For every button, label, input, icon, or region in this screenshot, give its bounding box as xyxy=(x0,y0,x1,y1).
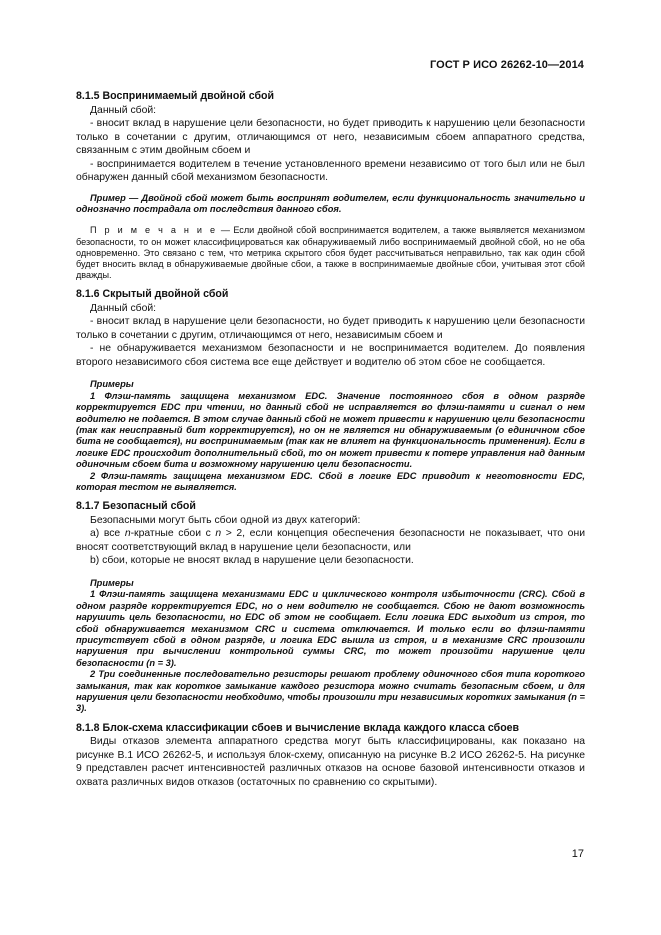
section-paragraph: Виды отказов элемента аппаратного средства могут быть классифицированы, как показано на рисунке В.1 ИСО 26262-5, и используя блок-схему, описанную на рисунке В.2 ИСО 26262-5. На рисунке 9 представлен расчет интенсивностей различных отказов на основе базовой интенсивности отказов и охвата различных видов отказов (остаточных по сравнению со скрытыми). xyxy=(76,736,585,788)
note-paragraph xyxy=(76,225,585,281)
example-item: 1 Флэш-память защищена механизмами EDC и циклического контроля избыточности (CRC). Сбой в одном разряде корректируется EDC, но о нем водителю не сообщается. Сбою не дают возможность нарушить цель безопасности, но EDC об этом не сообщает. Если логика EDC выходит из строя, то сбой обнаруживается механизмом CRC и система отключается. И только если во флэш-памяти присутствует сбой в одном разряде, и логика EDC вышла из строя, и в механизме CRC произошли нарушения при вычислении контрольной суммы CRC, то может произойти нарушение цели безопасности (n = 3). xyxy=(76,589,585,668)
standard-header: ГОСТ Р ИСО 26262-10—2014 xyxy=(429,59,584,71)
example-item: 2 Три соединенные последовательно резисторы решают проблему одиночного сбоя типа короткого замыкания, так как короткое замыкание каждого резистора можно считать безопасным сбоем, и для нарушения цели безопасности необходимо, чтобы произошли три независимых коротких замыкания (n = 3). xyxy=(76,669,585,714)
example-text: Пример — Двойной сбой может быть воспринят водителем, если функциональность значительно и однозначно пострадала от последствия данного сбоя. xyxy=(76,192,585,214)
list-item-b: b) сбои, которые не вносят вклад в нарушение цели безопасности. xyxy=(90,555,414,567)
examples-title: Примеры xyxy=(90,577,134,588)
example-item: 2 Флэш-память защищена механизмом EDC. Сбой в логике EDC приводит к неготовности EDC, которая тестом не выявляется. xyxy=(76,470,585,492)
section-heading-8-1-6: 8.1.6 Скрытый двойной сбой xyxy=(76,288,229,301)
examples-title: Примеры xyxy=(90,379,134,390)
bullet-item: - воспринимается водителем в течение установленного времени независимо от того был или не был обнаружен данный сбой механизмом безопасности. xyxy=(76,158,585,183)
section-intro: Данный сбой: xyxy=(90,104,157,116)
section-intro: Данный сбой: xyxy=(90,302,157,314)
bullet-item: - вносит вклад в нарушение цели безопасности, но будет приводить к нарушению цели безопасности только в сочетании с другим, отличающимся от него, независимым сбоем и xyxy=(76,316,585,341)
list-item-a: a) все n-кратные сбои с n > 2, если концепция обеспечения безопасности не показывает, что они вносят соответствующий вклад в нарушение цели безопасности, или xyxy=(76,528,586,553)
example-item: 1 Флэш-память защищена механизмом EDC. Значение постоянного сбоя в одном разряде корректируется EDC при чтении, но данный сбой не исправляется во флэш-памяти и сигнал о нем водителю не подается. В этом случае данный сбой не может привести к нарушению цели безопасности (так как неисправный бит корректируется), но он не является ни обнаруживаемым (о единичном сбое бита не сообщается), ни воспринимаемым (так как не влияет на функциональность применения). Если в логике EDC происходит дополнительный сбой, то он может привести к потере управления над данным одиночным сбоем бита и возможному нарушению цели безопасности. xyxy=(76,390,585,470)
note-text: — Если двойной сбой воспринимается водителем, а также выявляется механизмом безопасности, то он может классифицироваться как обнаруживаемый либо воспринимаемый двойной сбой, но не оба одновременно. Это связано с тем, что метрика скрытого сбоя будет рассчитываться неправильно, так как один сбой будет вносить вклад в обнаруживаемые двойные сбои, а также в воспринимаемые двойные сбои, учитывая этот сбой дважды. xyxy=(76,225,585,281)
note-label: П р и м е ч а н и е xyxy=(90,225,218,236)
section-heading-8-1-8: 8.1.8 Блок-схема классификации сбоев и вычисление вклада каждого класса сбоев xyxy=(76,721,520,734)
page-number: 17 xyxy=(571,848,584,860)
bullet-item: - вносит вклад в нарушение цели безопасности, но будет приводить к нарушению цели безопасности только в сочетании с другим, отличающимся от него, независимым сбоем аппаратного средства, связанным с этим двойным сбоем и xyxy=(76,118,585,156)
page-body xyxy=(76,90,585,789)
section-heading-8-1-5: 8.1.5 Воспринимаемый двойной сбой xyxy=(76,90,275,102)
bullet-item: - не обнаруживается механизмом безопасности и не воспринимается водителем. До появления второго независимого сбоя система все еще действует и водителю об этом сбое не сообщается. xyxy=(76,343,585,368)
section-intro: Безопасными могут быть сбои одной из двух категорий: xyxy=(90,514,361,526)
section-heading-8-1-7: 8.1.7 Безопасный сбой xyxy=(76,500,196,513)
